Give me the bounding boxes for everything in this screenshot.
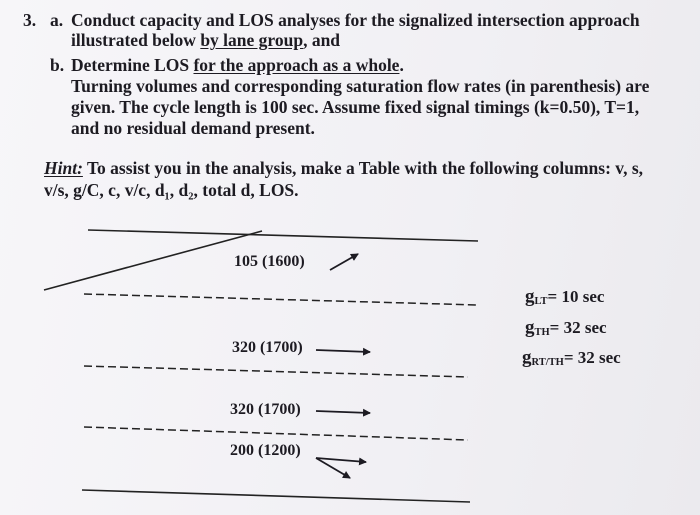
hint-label: Hint: xyxy=(44,158,83,178)
hint-line-1: Hint: To assist you in the analysis, make a Table with the following columns: v, s, xyxy=(44,158,644,178)
body-line-3: and no residual demand present. xyxy=(71,118,315,138)
left-turn-arrow xyxy=(330,254,358,270)
approach-as-whole-underlined: for the approach as a whole xyxy=(193,55,400,75)
lane-label-through-right: 200 (1200) xyxy=(230,442,301,459)
part-a-line1: Conduct capacity and LOS analyses for the signalized intersection approach xyxy=(71,10,640,30)
lane-divider-1 xyxy=(84,294,478,305)
through-arrow-2 xyxy=(316,411,370,413)
part-a-label: a. xyxy=(50,10,64,30)
lane-label-left-turn: 105 (1600) xyxy=(234,253,305,270)
green-time-lt: gLT= 10 sec xyxy=(525,286,605,307)
by-lane-group-underlined: by lane group xyxy=(200,30,304,50)
lane-label-through-1: 320 (1700) xyxy=(232,339,303,356)
problem-number: 3. xyxy=(23,10,37,30)
green-time-rt-th: gRT/TH= 32 sec xyxy=(522,347,621,368)
through-arrow-1 xyxy=(316,350,370,352)
lane-divider-3 xyxy=(84,427,468,440)
approach-top-edge xyxy=(88,230,478,241)
lane-divider-2 xyxy=(84,366,468,377)
lane-label-through-2: 320 (1700) xyxy=(230,401,301,418)
body-line-1: Turning volumes and corresponding saturation flow rates (in parenthesis) are xyxy=(71,76,650,96)
body-line-2: given. The cycle length is 100 sec. Assume fixed signal timings (k=0.50), T=1, xyxy=(71,97,640,117)
hint-line-2: v/s, g/C, c, v/c, d₁, d₂, total d, LOS. xyxy=(44,180,299,200)
left-turn-bay-taper xyxy=(44,231,262,290)
part-a-line2: illustrated below by lane group, and xyxy=(71,30,341,50)
green-time-th: gTH= 32 sec xyxy=(525,317,607,338)
approach-bottom-edge xyxy=(82,490,470,502)
part-b-line: Determine LOS for the approach as a whole. xyxy=(71,55,404,75)
part-b-label: b. xyxy=(50,55,65,75)
